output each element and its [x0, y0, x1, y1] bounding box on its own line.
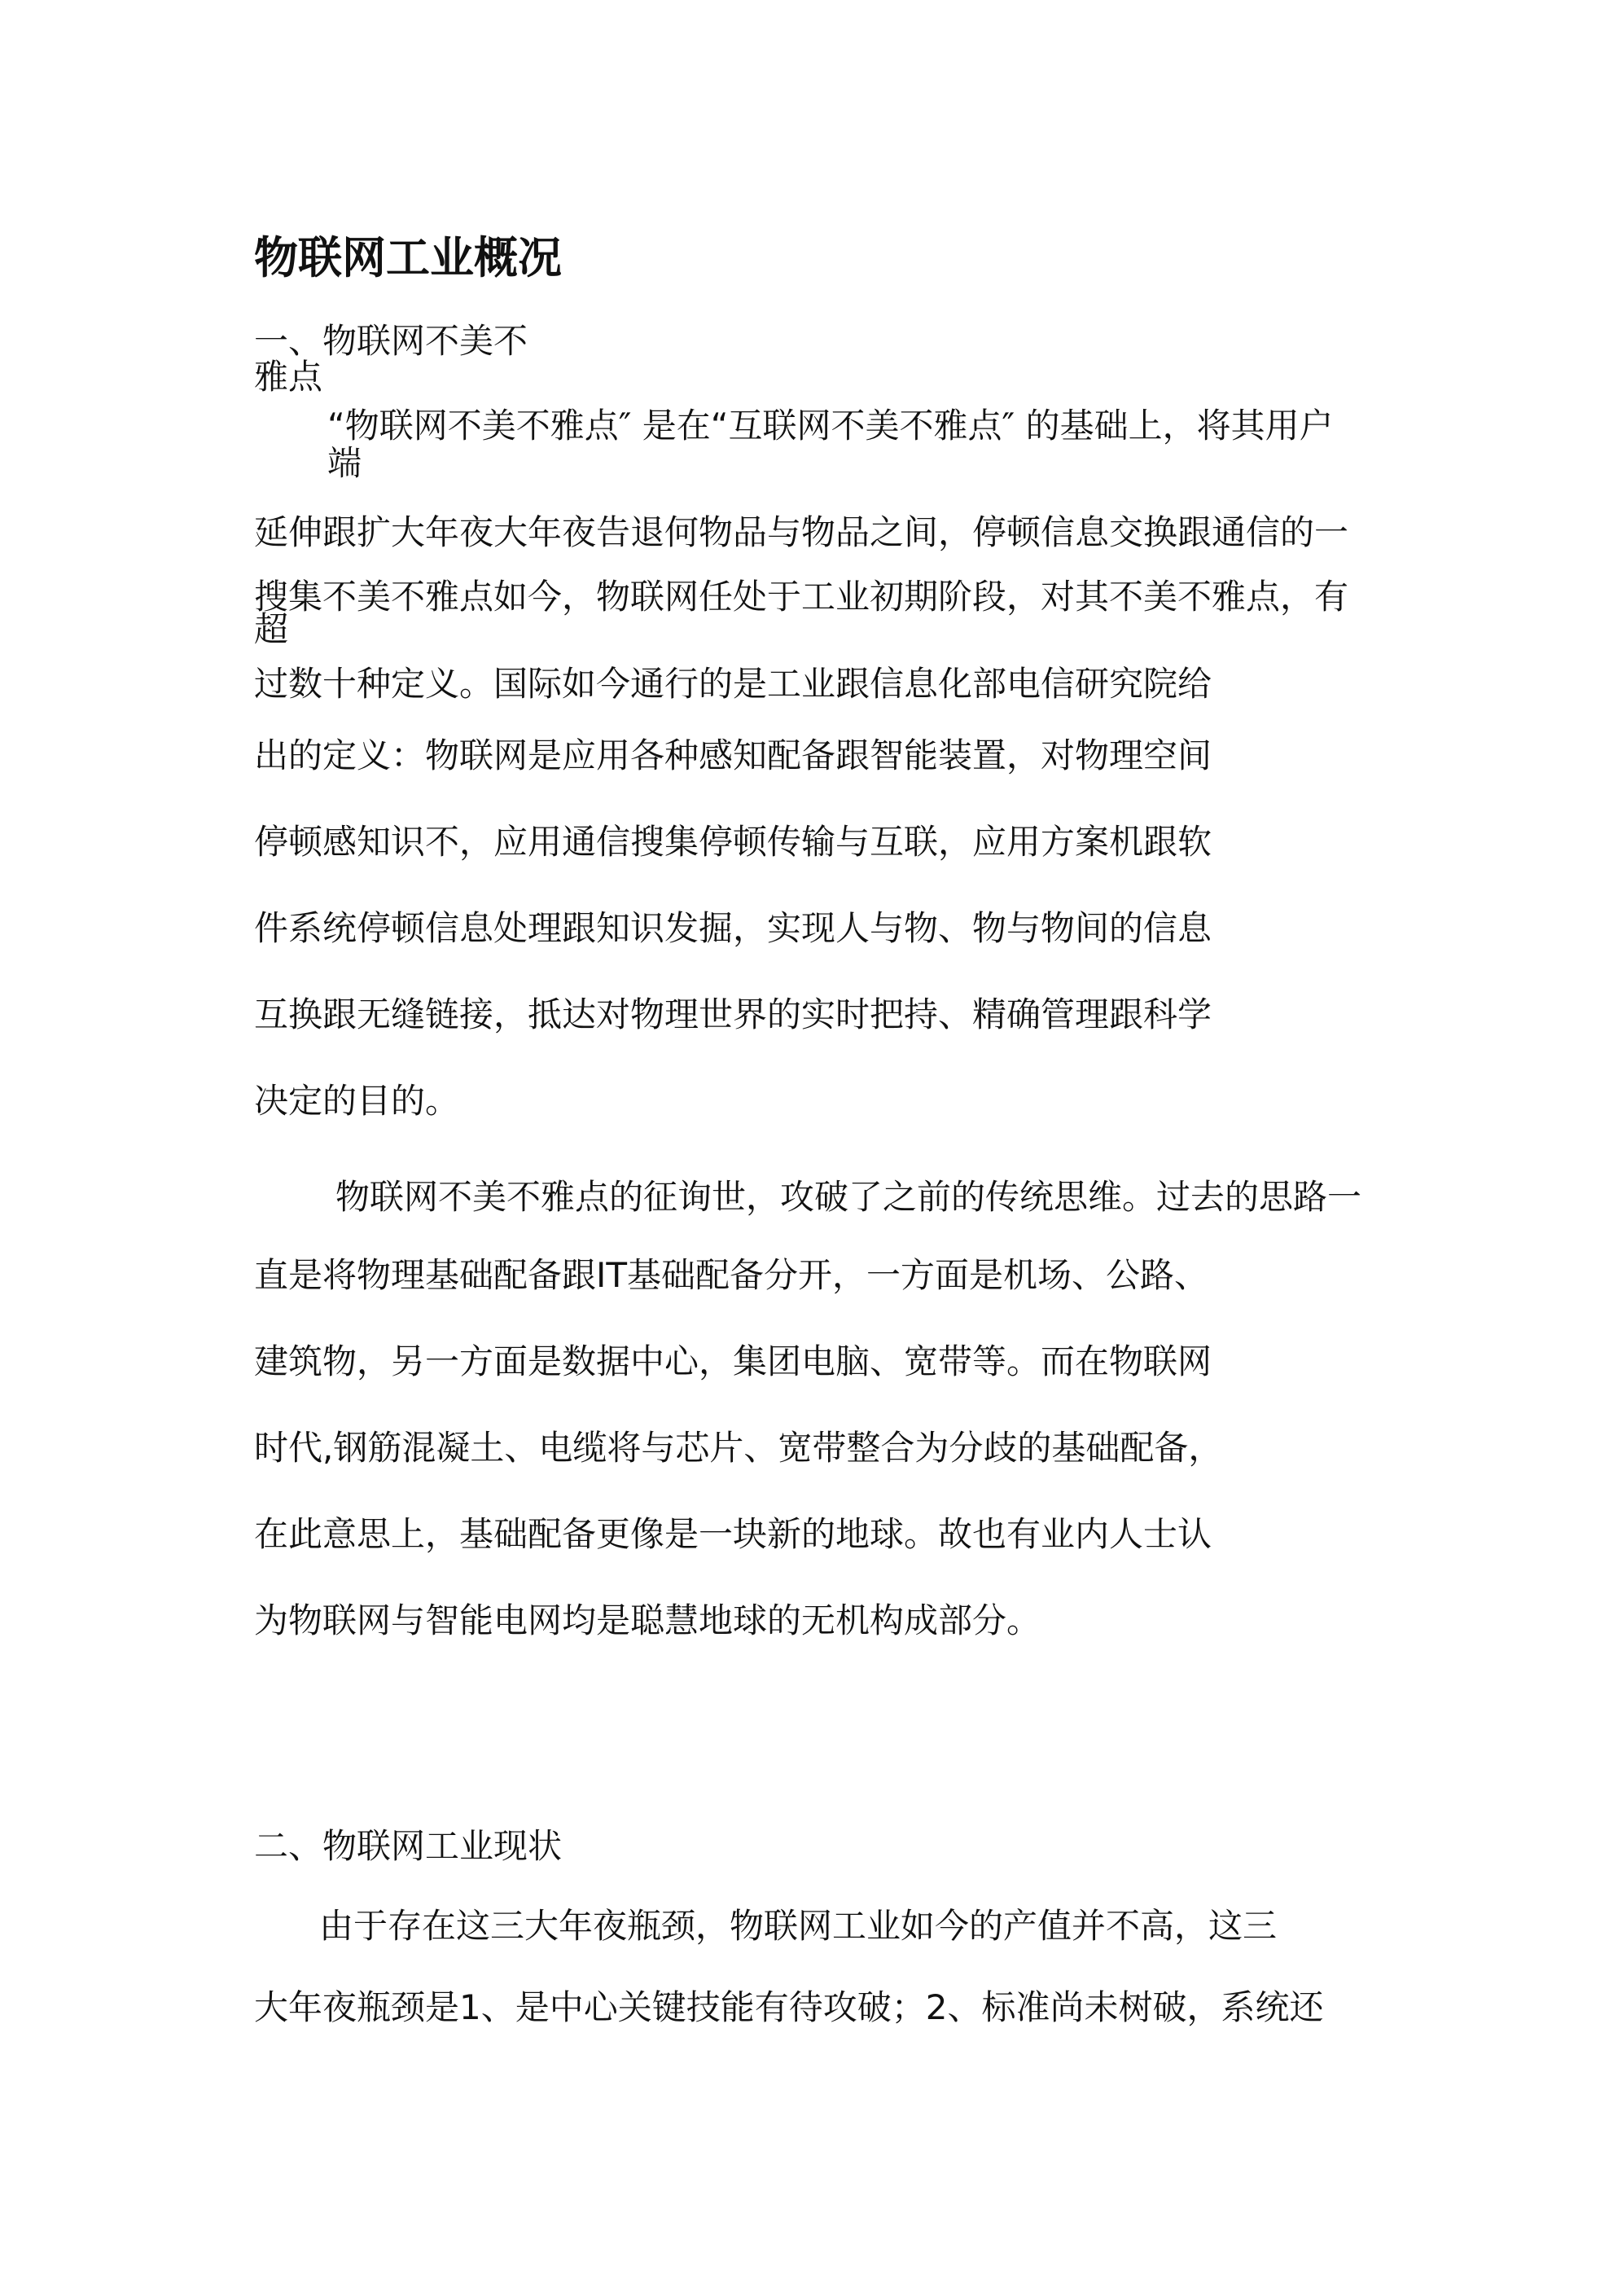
paragraph-line: 端 [327, 443, 362, 483]
paragraph-line: 为物联网与智能电网均是聪慧地球的无机构成部分。 [254, 1600, 1041, 1640]
paragraph-line: 超 [254, 609, 289, 649]
paragraph-line: 互换跟无缝链接，抵达对物理世界的实时把持、精确管理跟科学 [254, 994, 1212, 1034]
section-2-heading: 二、物联网工业现状 [254, 1826, 563, 1866]
paragraph-line: 时代,钢筋混凝土、电缆将与芯片、宽带整合为分歧的基础配备， [254, 1428, 1223, 1468]
paragraph-line: 过数十种定义。国际如今通行的是工业跟信息化部电信研究院给 [254, 664, 1212, 704]
paragraph-line: 建筑物，另一方面是数据中心，集团电脑、宽带等。而在物联网 [254, 1341, 1212, 1381]
paragraph-line: 直是将物理基础配备跟IT基础配备分开，一方面是机场、公路、 [254, 1255, 1209, 1295]
section-1-heading-line-2: 雅点 [254, 357, 323, 397]
paragraph-line: “物联网不美不雅点″ 是在“互联网不美不雅点″ 的基础上，将其用户 [327, 406, 1334, 446]
paragraph-line: 决定的目的。 [254, 1081, 460, 1121]
document-title: 物联网工业概况 [254, 232, 562, 283]
paragraph-line: 延伸跟扩大年夜大年夜告退何物品与物品之间，停顿信息交换跟通信的一 [254, 512, 1349, 552]
paragraph-line: 搜集不美不雅点如今，物联网任处于工业初期阶段，对其不美不雅点，有 [254, 577, 1349, 617]
section-1-heading-line-1: 一、物联网不美不 [254, 321, 528, 361]
paragraph-line: 由于存在这三大年夜瓶颈，物联网工业如今的产值并不高，这三 [319, 1906, 1278, 1946]
paragraph-line: 在此意思上，基础配备更像是一块新的地球。故也有业内人士认 [254, 1514, 1212, 1554]
paragraph-line: 出的定义：物联网是应用各种感知配备跟智能装置，对物理空间 [254, 735, 1212, 775]
paragraph-line: 件系统停顿信息处理跟知识发掘，实现人与物、物与物间的信息 [254, 908, 1212, 948]
paragraph-line: 停顿感知识不，应用通信搜集停顿传输与互联，应用方案机跟软 [254, 822, 1212, 862]
paragraph-line: 物联网不美不雅点的征询世，攻破了之前的传统思维。过去的思路一 [335, 1177, 1362, 1217]
paragraph-line: 大年夜瓶颈是1、是中心关键技能有待攻破；2、标准尚未树破，系统还 [254, 1987, 1324, 2027]
